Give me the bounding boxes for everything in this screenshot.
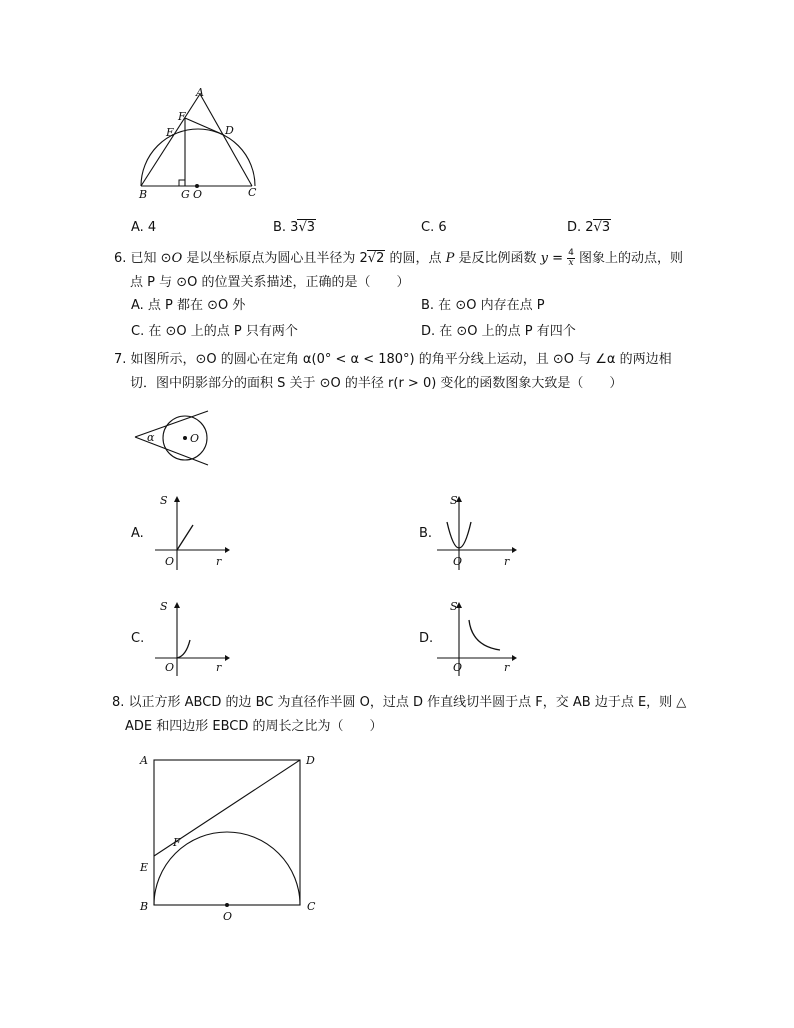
graph-d-S: S — [450, 600, 458, 613]
q7-option-b-label: B. — [419, 526, 433, 541]
q5-label-D: D — [225, 124, 234, 137]
graph-d-r: r — [504, 661, 510, 674]
graph-d-O: O — [453, 661, 463, 674]
q5-label-A: A — [196, 86, 204, 99]
q5-label-E: E — [166, 126, 175, 139]
q6-option-a: A. 点 P 都在 ⊙O 外 — [131, 298, 246, 313]
q7-graph-b — [432, 492, 522, 572]
q7-stem-line1: 7. 如图所示，⊙O 的圆心在定角 α(0° < α < 180°) 的角平分线上运动，且 ⊙O 与 ∠α 的两边相 — [114, 352, 672, 367]
q8-stem-line2: ADE 和四边形 EBCD 的周长之比为（ ） — [125, 719, 383, 734]
graph-b-S: S — [450, 494, 458, 507]
q6-stem-line2: 点 P 与 ⊙O 的位置关系描述，正确的是（ ） — [130, 275, 410, 290]
graph-a-r: r — [216, 555, 222, 568]
q7-label-alpha: α — [147, 431, 155, 444]
q8-square-semicircle-figure — [130, 748, 330, 928]
q5-option-d: D. 2√3 — [567, 220, 611, 235]
graph-c-r: r — [216, 661, 222, 674]
q5-label-F: F — [178, 110, 186, 123]
q7-option-d-label: D. — [419, 631, 434, 646]
fraction-4-over-x: $\frac{4}{x}$ — [568, 248, 574, 268]
q7-option-c-label: C. — [131, 631, 145, 646]
sqrt-symbol: √3 — [298, 220, 316, 235]
q7-graph-a — [150, 492, 230, 572]
q8-stem-line1: 8. 以正方形 ABCD 的边 BC 为直径作半圆 O，过点 D 作直线切半圆于点 F，交 AB 边于点 E，则 △ — [112, 695, 687, 710]
q8-label-O: O — [223, 910, 233, 923]
q6-stem-line1: 6. 已知 ⊙O 是以坐标原点为圆心且半径为 2√2 的圆，点 P 是反比例函数 y = $\frac{4}{x}$ 图象上的动点，则 — [114, 248, 684, 268]
q5-label-B: B — [139, 188, 148, 201]
q7-label-O: O — [190, 432, 200, 445]
q6-option-b: B. 在 ⊙O 内存在点 P — [421, 298, 545, 313]
q5-label-C: C — [248, 186, 257, 199]
q6-option-c: C. 在 ⊙O 上的点 P 只有两个 — [131, 324, 298, 339]
graph-b-r: r — [504, 555, 510, 568]
q8-label-A: A — [140, 754, 148, 767]
q7-graph-d — [432, 598, 522, 678]
graph-b-O: O — [453, 555, 463, 568]
q7-stem-line2: 切．图中阴影部分的面积 S 关于 ⊙O 的半径 r(r > 0) 变化的函数图象大致是（ ） — [130, 376, 623, 391]
q7-option-a-label: A. — [131, 526, 144, 541]
q8-label-F: F — [173, 836, 181, 849]
q8-label-D: D — [306, 754, 315, 767]
q5-triangle-semicircle-figure — [130, 82, 270, 207]
q6-option-d: D. 在 ⊙O 上的点 P 有四个 — [421, 324, 576, 339]
q5-option-b: B. 3√3 — [273, 220, 316, 235]
q8-label-B: B — [140, 900, 149, 913]
q5-option-a: A. 4 — [131, 220, 157, 235]
q5-label-O: O — [193, 188, 203, 201]
q5-option-c: C. 6 — [421, 220, 447, 235]
graph-a-S: S — [160, 494, 168, 507]
sqrt-symbol: √3 — [593, 220, 611, 235]
graph-c-O: O — [165, 661, 175, 674]
q7-graph-c — [150, 598, 230, 678]
q5-label-G: G — [181, 188, 190, 201]
graph-a-O: O — [165, 555, 175, 568]
graph-c-S: S — [160, 600, 168, 613]
q7-angle-circle-figure — [130, 405, 215, 470]
q8-label-C: C — [307, 900, 316, 913]
q8-label-E: E — [140, 861, 149, 874]
